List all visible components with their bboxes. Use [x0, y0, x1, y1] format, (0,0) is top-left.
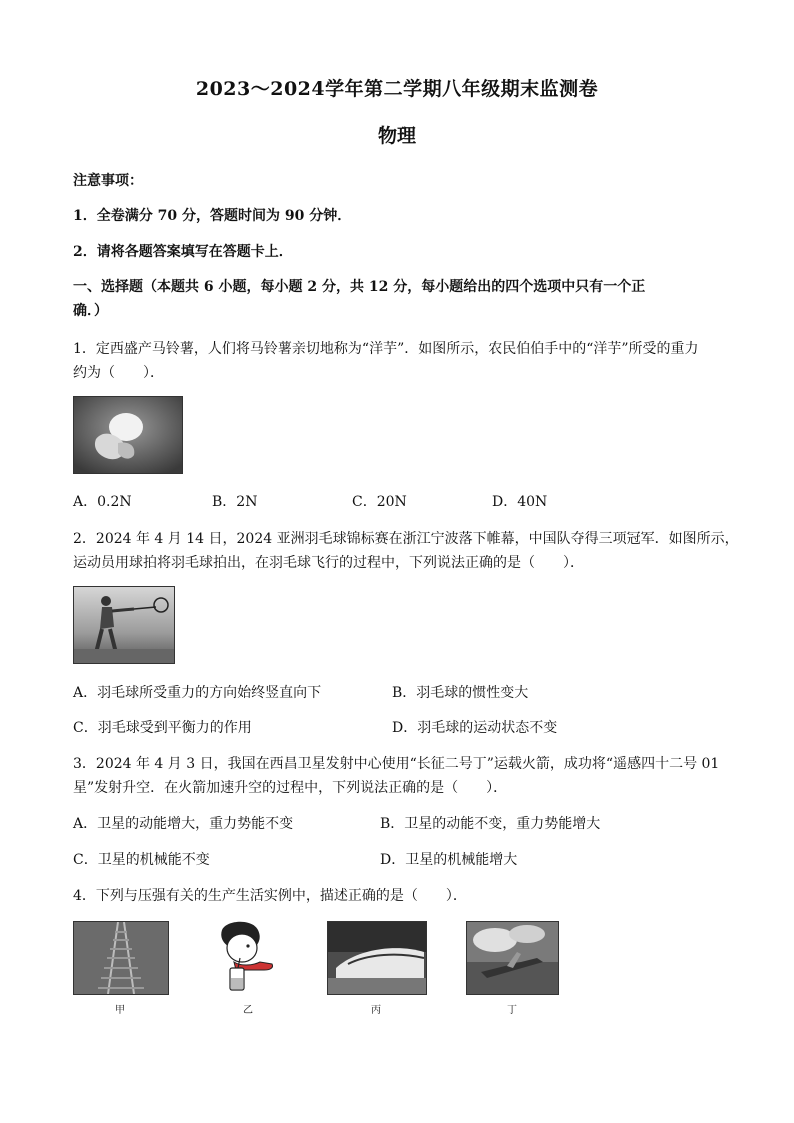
q3-text-line2: 星”发射升空．在火箭加速升空的过程中，下列说法正确的是（ ）． [73, 780, 508, 796]
notes-item-2: 2．请将各题答案填写在答题卡上． [73, 244, 293, 260]
q3-text-line1: 3．2024 年 4 月 3 日，我国在西昌卫星发射中心使用“长征二号丁”运载火箭，成功将“遥感四十二号 01 [73, 756, 720, 772]
q2-text-line2: 运动员用球拍将羽毛球拍出，在羽毛球飞行的过程中，下列说法正确的是（ ）． [73, 555, 584, 571]
q1-text-line2: 约为（ ）． [73, 365, 164, 381]
caption-ding: 丁 [507, 1005, 517, 1016]
railway-track-photo [73, 921, 169, 995]
notes-item-1: 1．全卷满分 70 分，答题时间为 90 分钟． [73, 208, 352, 224]
q1-text-line1: 1．定西盛产马铃薯，人们将马铃薯亲切地称为“洋芋”．如图所示，农民伯伯手中的“洋芋”所受的重力 [73, 341, 699, 357]
q1-option-b: B．2N [212, 494, 258, 510]
q4-text-line1: 4．下列与压强有关的生产生活实例中，描述正确的是（ ）． [73, 888, 467, 904]
q2-option-a: A．羽毛球所受重力的方向始终竖直向下 [73, 685, 322, 701]
q1-option-a: A．0.2N [73, 494, 132, 510]
q2-option-b: B．羽毛球的惯性变大 [392, 685, 529, 701]
q1-option-d: D．40N [492, 494, 548, 510]
q2-option-d: D．羽毛球的运动状态不变 [392, 720, 558, 736]
q3-option-d: D．卫星的机械能增大 [380, 852, 518, 868]
q3-option-c: C．卫星的机械能不变 [73, 852, 210, 868]
bullet-train-photo [327, 921, 427, 995]
section-heading-line1: 一、选择题（本题共 6 小题，每小题 2 分，共 12 分，每小题给出的四个选项中只有一个正 [73, 279, 646, 295]
badminton-photo [73, 586, 175, 664]
ship-photo [466, 921, 559, 995]
caption-jia: 甲 [115, 1005, 125, 1016]
exam-title: 2023～2024学年第二学期八年级期末监测卷 [195, 78, 599, 100]
q1-option-c: C．20N [352, 494, 407, 510]
potato-photo [73, 396, 183, 474]
boy-drinking-illustration [212, 920, 282, 994]
q2-text-line1: 2．2024 年 4 月 14 日，2024 亚洲羽毛球锦标赛在浙江宁波落下帷幕，中国队夺得三项冠军．如图所示， [73, 531, 739, 547]
q3-option-a: A．卫星的动能增大，重力势能不变 [73, 816, 294, 832]
caption-bing: 丙 [371, 1005, 381, 1016]
notes-heading: 注意事项： [73, 173, 143, 189]
q2-option-c: C．羽毛球受到平衡力的作用 [73, 720, 252, 736]
q3-option-b: B．卫星的动能不变，重力势能增大 [380, 816, 601, 832]
section-heading-line2: 确．） [73, 303, 108, 319]
subject-title: 物理 [377, 125, 416, 147]
caption-yi: 乙 [243, 1005, 253, 1016]
